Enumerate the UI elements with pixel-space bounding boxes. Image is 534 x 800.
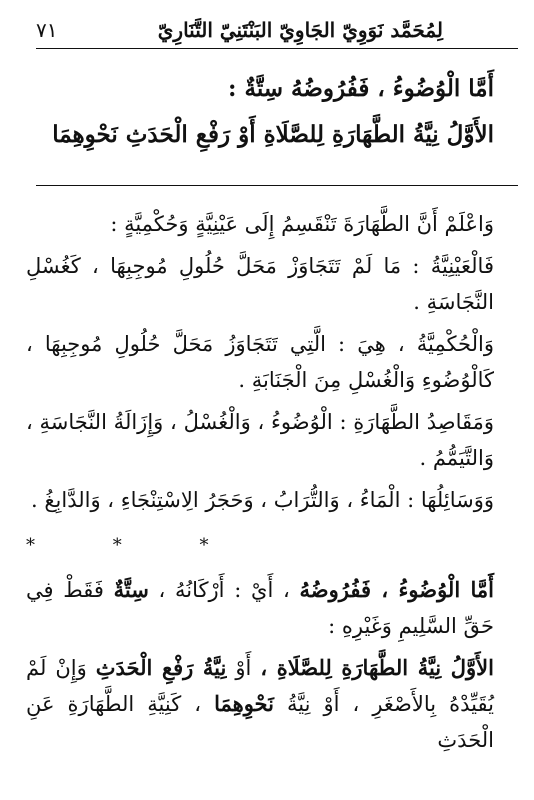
- commentary-text: وَإِنْ لَمْ يُقَيِّدْهُ بِالأَصْغَرِ ، أَوْ نِيَّةُ: [26, 656, 494, 716]
- paragraph-ayniyyah: فَالْعَيْنِيَّةُ : مَا لَمْ تَتَجَاوَزْ مَحَلَّ حُلُولِ مُوجِبِهَا ، كَغُسْلِ النَّجَاسَةِ .: [26, 254, 494, 314]
- matn-line-1: أَمَّا الْوُضُوءُ ، فَفُرُوضُهُ سِتَّةٌ :: [227, 75, 494, 102]
- commentary-text: ، أَيْ : أَرْكَانُهُ ،: [158, 578, 290, 602]
- matn-quote: نِيَّةُ رَفْعِ الْحَدَثِ: [95, 655, 227, 680]
- matn-quote: الأَوَّلُ نِيَّةُ الطَّهَارَةِ لِلصَّلَاةِ ،: [260, 655, 494, 680]
- section-stars: * * *: [26, 535, 245, 556]
- paragraph-hukmiyyah: وَالْحُكْمِيَّةُ ، هِيَ : الَّتِي تَتَجَاوَزُ مَحَلَّ حُلُولِ مُوجِبِهَا ، كَالْوُضُوءِ وَالْغُسْلِ مِنَ الْجَنَابَةِ .: [26, 332, 494, 392]
- matn-line-2: الأَوَّلُ نِيَّةُ الطَّهَارَةِ لِلصَّلَاةِ أَوْ رَفْعِ الْحَدَثِ نَحْوِهِمَا: [52, 121, 494, 148]
- section-divider: [36, 185, 518, 186]
- paragraph-wasail: وَوَسَائِلُهَا : الْمَاءُ ، وَالتُّرَابُ ، وَحَجَرُ الِاسْتِنْجَاءِ ، وَالدَّابِغُ .: [31, 488, 494, 512]
- matn-quote: نَحْوِهِمَا: [214, 691, 274, 716]
- commentary-text: فَقَطْ فِي حَقِّ السَّلِيمِ وَغَيْرِهِ :: [26, 578, 494, 638]
- paragraph-wudu-faraid: [26, 572, 494, 644]
- matn-quote: أَمَّا الْوُضُوءُ ، فَفُرُوضُهُ: [299, 577, 494, 602]
- paragraph-maqasid: وَمَقَاصِدُ الطَّهَارَةِ : الْوُضُوءُ ، وَالْغُسْلُ ، وَإِزَالَةُ النَّجَاسَةِ ، وَالتَّيَمُّمُ .: [26, 410, 494, 470]
- commentary-text: أَوْ: [235, 656, 252, 680]
- matn-section: [20, 66, 494, 158]
- page-header: [36, 12, 498, 52]
- matn-quote: سِتَّةٌ: [113, 577, 149, 602]
- page-number: ٧١: [36, 18, 58, 42]
- header-rule: [36, 48, 518, 49]
- commentary-section: [26, 206, 494, 764]
- commentary-text: ، كَنِيَّةِ الطَّهَارَةِ عَنِ الْحَدَثِ: [26, 692, 494, 752]
- paragraph-taharah-division: وَاعْلَمْ أَنَّ الطَّهَارَةَ تَنْقَسِمُ إِلَى عَيْنِيَّةٍ وَحُكْمِيَّةٍ :: [110, 212, 494, 236]
- paragraph-first-fard: [26, 650, 494, 758]
- running-title: لِمُحَمَّد نَوَوِيّ الجَاوِيّ البَنْتَنِيّ التَّنَارِيّ: [157, 18, 443, 42]
